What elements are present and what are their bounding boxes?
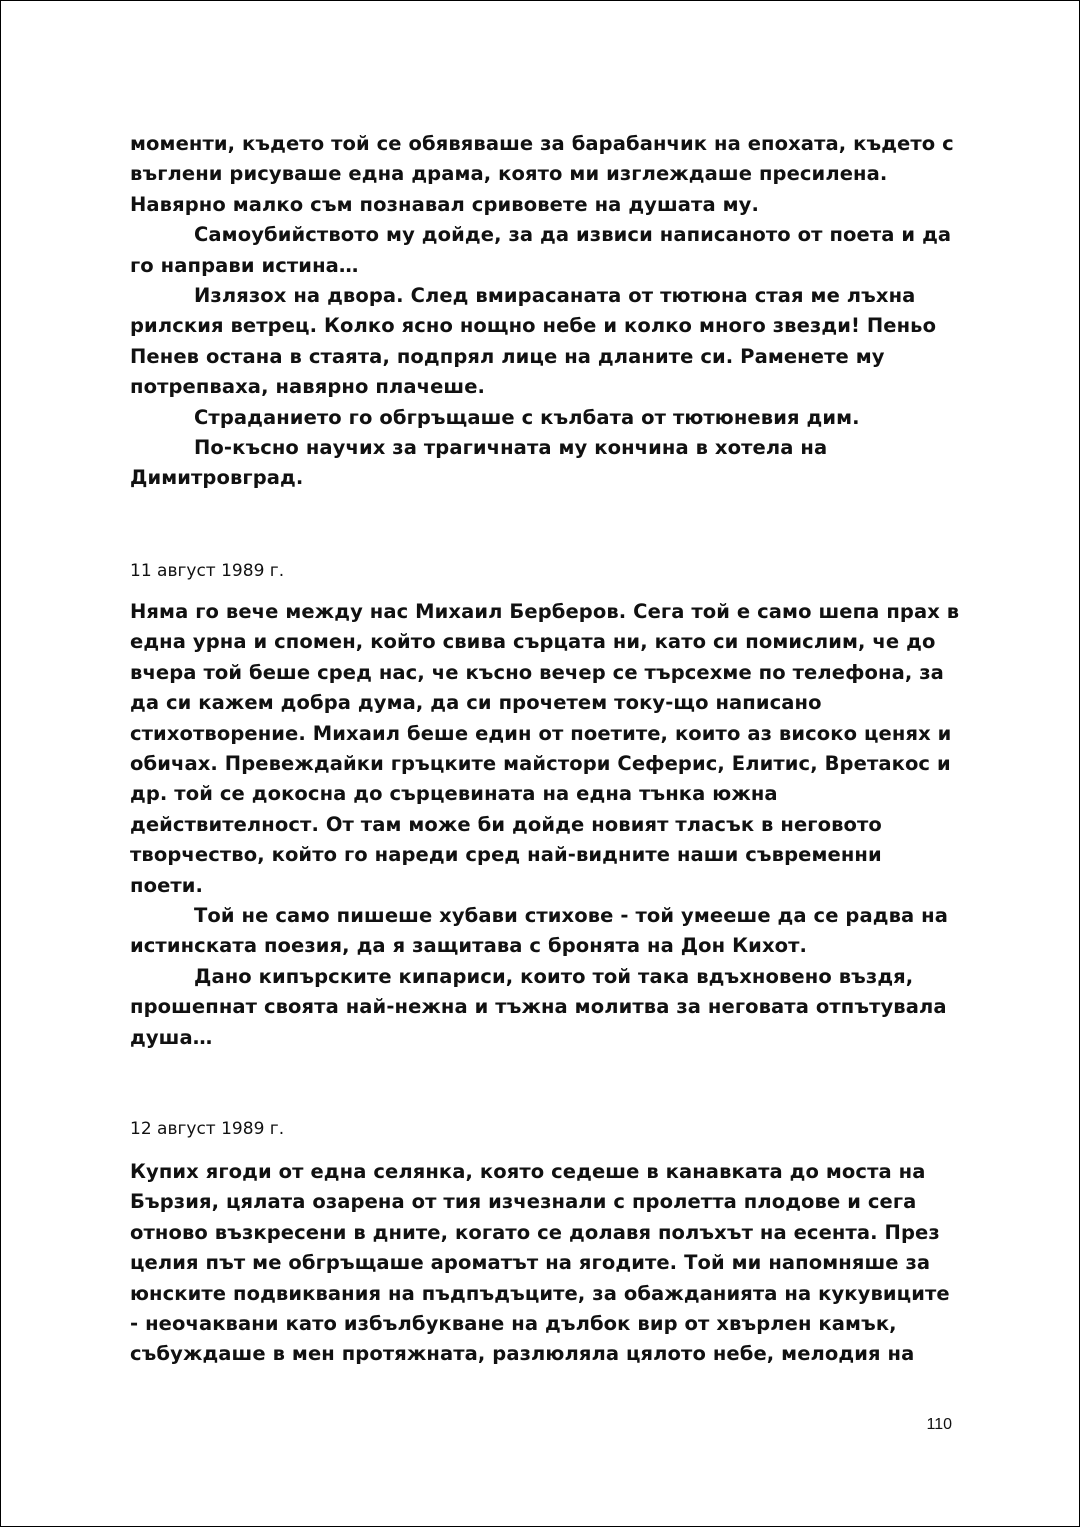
paragraph: Той не само пишеше хубави стихове - той умееше да се радва на истинската поезия, да я защитава с бронята на Дон Кихот. bbox=[130, 904, 948, 958]
page-number: 110 bbox=[926, 1416, 952, 1433]
paragraph: Страданието го обгръщаше с кълбата от тютюневия дим. bbox=[194, 405, 860, 429]
continued-text-section bbox=[130, 129, 960, 494]
paragraph: Излязох на двора. След вмирасаната от тютюна стая ме лъхна рилския ветрец. Колко ясно нощно небе и колко много звезди! Пеньо Пенев остана в стаята, подпрял лице на дланите си. Раменете му потрепваха, навярно плачеше. bbox=[130, 284, 937, 399]
paragraph: Купих ягоди от една селянка, която седеше в канавката до моста на Бързия, цялата озарена от тия изчезнали с пролетта плодове и сега отново възкресени в дните, когато се долавя полъхът на есента. През целия път ме обгръщаше ароматът на ягодите. Той ми напомняше за юнските подвиквания на пъдпъдъците, за обажданията на кукувиците - неочаквани като избълбукване на дълбок вир от хвърлен камък, събуждаше в мен протяжната, разлюляла цялото небе, мелодия на bbox=[130, 1160, 950, 1366]
diary-entry-text bbox=[130, 597, 960, 1053]
paragraph: По-късно научих за трагичната му кончина в хотела на Димитровград. bbox=[130, 436, 828, 490]
diary-date-heading: 12 август 1989 г. bbox=[130, 1119, 285, 1139]
diary-entry-text bbox=[130, 1157, 960, 1370]
paragraph: Самоубийството му дойде, за да извиси написаното от поета и да го направи истина… bbox=[130, 223, 952, 277]
paragraph: Дано кипърските кипариси, които той така вдъхновено въздя, прошепнат своята най-нежна и тъжна молитва за неговата отпътувала душа… bbox=[130, 964, 947, 1049]
paragraph: моменти, където той се обявяваше за барабанчик на епохата, където с въглени рисуваше една драма, която ми изглеждаше пресилена. Навярно малко съм познавал сривовете на душата му. bbox=[130, 132, 954, 216]
diary-date-heading: 11 август 1989 г. bbox=[130, 561, 285, 581]
paragraph: Няма го вече между нас Михаил Берберов. Сега той е само шепа прах в една урна и спомен, който свива сърцата ни, като си помислим, че до вчера той беше сред нас, че късно вечер се търсехме по телефона, за да си кажем добра дума, да си прочетем току-що написано стихотворение. Михаил беше един от поетите, които аз високо ценях и обичах. Превеждайки гръцките майстори Сеферис, Елитис, Вретакос и др. той се докосна до сърцевината на една тънка южна действителност. От там може би дойде новият тласък в неговото творчество, който го нареди сред най-видните наши съвременни поети. bbox=[130, 600, 960, 897]
